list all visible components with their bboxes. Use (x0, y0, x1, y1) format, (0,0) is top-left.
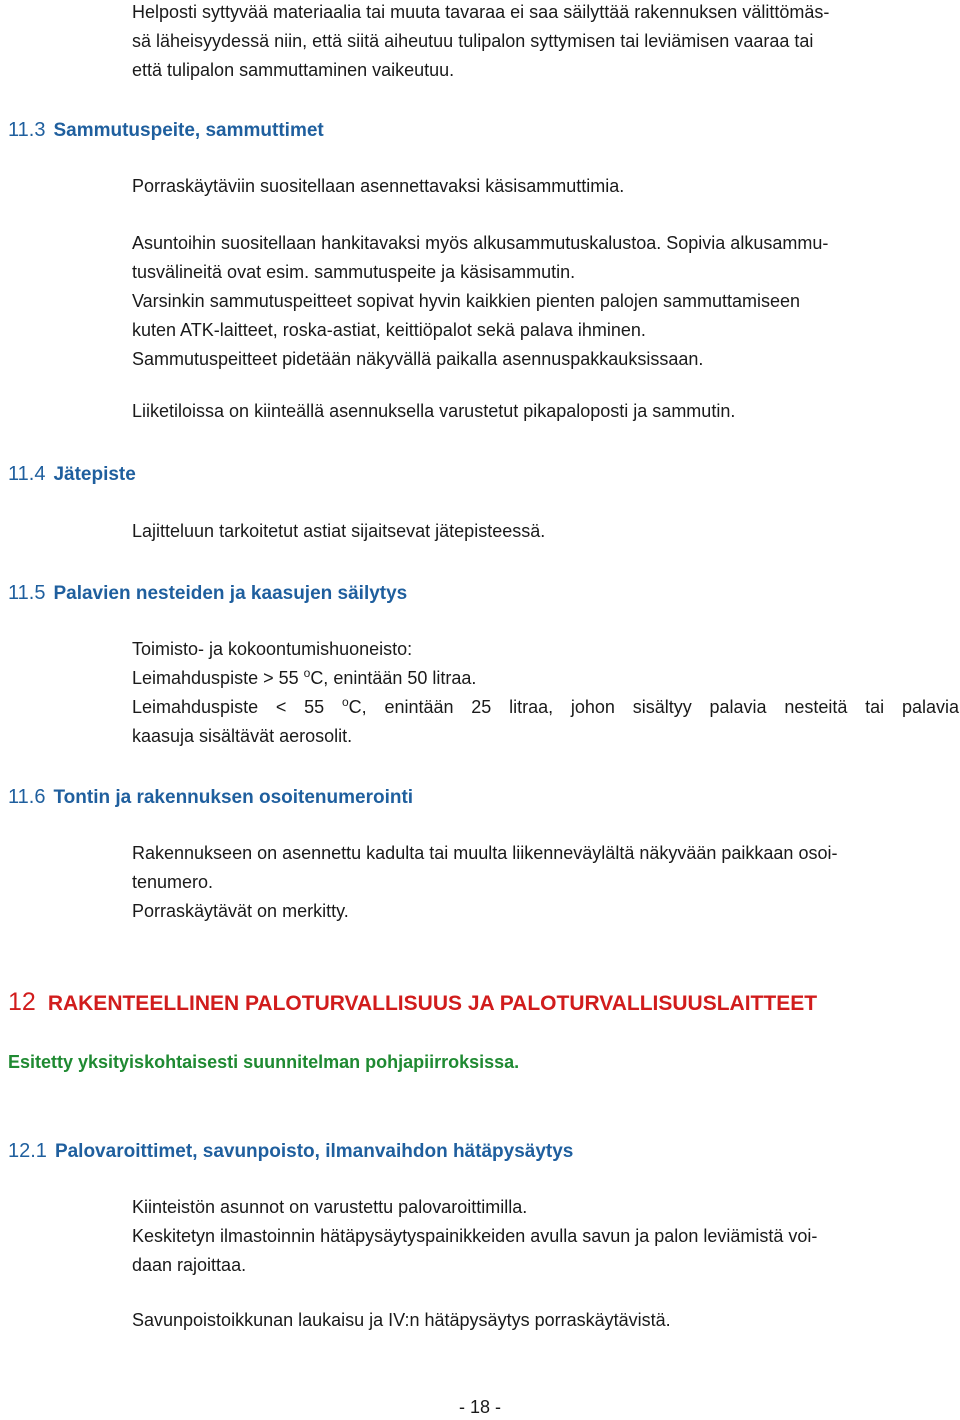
heading-11-3 (8, 117, 324, 144)
paragraph-line: kaasuja sisältävät aerosolit. (132, 726, 353, 746)
paragraph-line: Asuntoihin suositellaan hankitavaksi myös alkusammutuskalustoa. Sopivia alkusammu- (132, 233, 829, 253)
paragraph: Savunpoistoikkunan laukaisu ja IV:n hätäpysäytys porraskäytävistä. (132, 1310, 671, 1330)
heading-title: Palavien nesteiden ja kaasujen säilytys (53, 583, 408, 604)
heading-title: Sammutuspeite, sammuttimet (53, 120, 324, 141)
paragraph: Lajitteluun tarkoitetut astiat sijaitsevat jätepisteessä. (132, 521, 546, 541)
paragraph-line: Varsinkin sammutuspeitteet sopivat hyvin kaikkien pienten palojen sammuttamiseen (132, 291, 801, 311)
intro-line: sä läheisyydessä niin, että siitä aiheutuu tulipalon syttymisen tai leviämisen vaaraa tai (132, 31, 814, 51)
heading-number: 11.6 (8, 786, 46, 808)
paragraph: Porraskäytäviin suositellaan asennettavaksi käsisammuttimia. (132, 176, 625, 196)
paragraph-line: Leimahduspiste > 55 $^o$C, enintään 50 litraa. (132, 666, 477, 688)
section-note: Esitetty yksityiskohtaisesti suunnitelman pohjapiirroksissa. (8, 1052, 520, 1072)
heading-number: 11.4 (8, 463, 46, 485)
heading-12 (8, 986, 817, 1020)
intro-line: Helposti syttyvää materiaalia tai muuta tavaraa ei saa säilyttää rakennuksen välittömäs- (132, 2, 830, 22)
paragraph-line: kuten ATK-laitteet, roska-astiat, keittiöpalot sekä palava ihminen. (132, 320, 646, 340)
page-number: - 18 - (458, 1397, 501, 1417)
heading-number: 12 (8, 988, 36, 1016)
heading-title: Tontin ja rakennuksen osoitenumerointi (53, 787, 414, 808)
paragraph (132, 1193, 959, 1280)
paragraph-line: daan rajoittaa. (132, 1255, 247, 1275)
heading-11-4 (8, 461, 136, 488)
heading-title: RAKENTEELLINEN PALOTURVALLISUUS JA PALOTURVALLISUUSLAITTEET (47, 992, 818, 1015)
paragraph-line: Rakennukseen on asennettu kadulta tai muulta liikenneväylältä näkyvään paikkaan osoi- (132, 843, 838, 863)
heading-title: Jätepiste (53, 464, 136, 485)
intro-paragraph (132, 0, 959, 85)
heading-title: Palovaroittimet, savunpoisto, ilmanvaihdon hätäpysäytys (54, 1141, 574, 1162)
paragraph-line: tenumero. (132, 872, 214, 892)
paragraph-line: Porraskäytävät on merkitty. (132, 901, 349, 921)
heading-11-5 (8, 580, 407, 607)
paragraph (132, 229, 959, 374)
paragraph-line: Keskitetyn ilmastoinnin hätäpysäytyspainikkeiden avulla savun ja palon leviämistä voi- (132, 1226, 818, 1246)
intro-line: että tulipalon sammuttaminen vaikeutuu. (132, 60, 455, 80)
paragraph-line: Leimahduspiste < 55 $^o$C, enintään 25 litraa, johon sisältyy palavia nesteitä tai palavia (132, 695, 959, 717)
paragraph (132, 635, 959, 751)
heading-number: 11.3 (8, 119, 46, 141)
paragraph-line: tusvälineitä ovat esim. sammutuspeite ja käsisammutin. (132, 262, 576, 282)
paragraph (132, 839, 959, 926)
heading-11-6 (8, 784, 413, 811)
paragraph: Liiketiloissa on kiinteällä asennuksella varustetut pikapaloposti ja sammutin. (132, 401, 736, 421)
heading-number: 12.1 (8, 1140, 47, 1162)
paragraph-line: Toimisto- ja kokoontumishuoneisto: (132, 639, 413, 659)
heading-12-1 (8, 1138, 573, 1165)
paragraph-line: Kiinteistön asunnot on varustettu palovaroittimilla. (132, 1197, 528, 1217)
heading-number: 11.5 (8, 582, 46, 604)
paragraph-line: Sammutuspeitteet pidetään näkyvällä paikalla asennuspakkauksissaan. (132, 349, 704, 369)
